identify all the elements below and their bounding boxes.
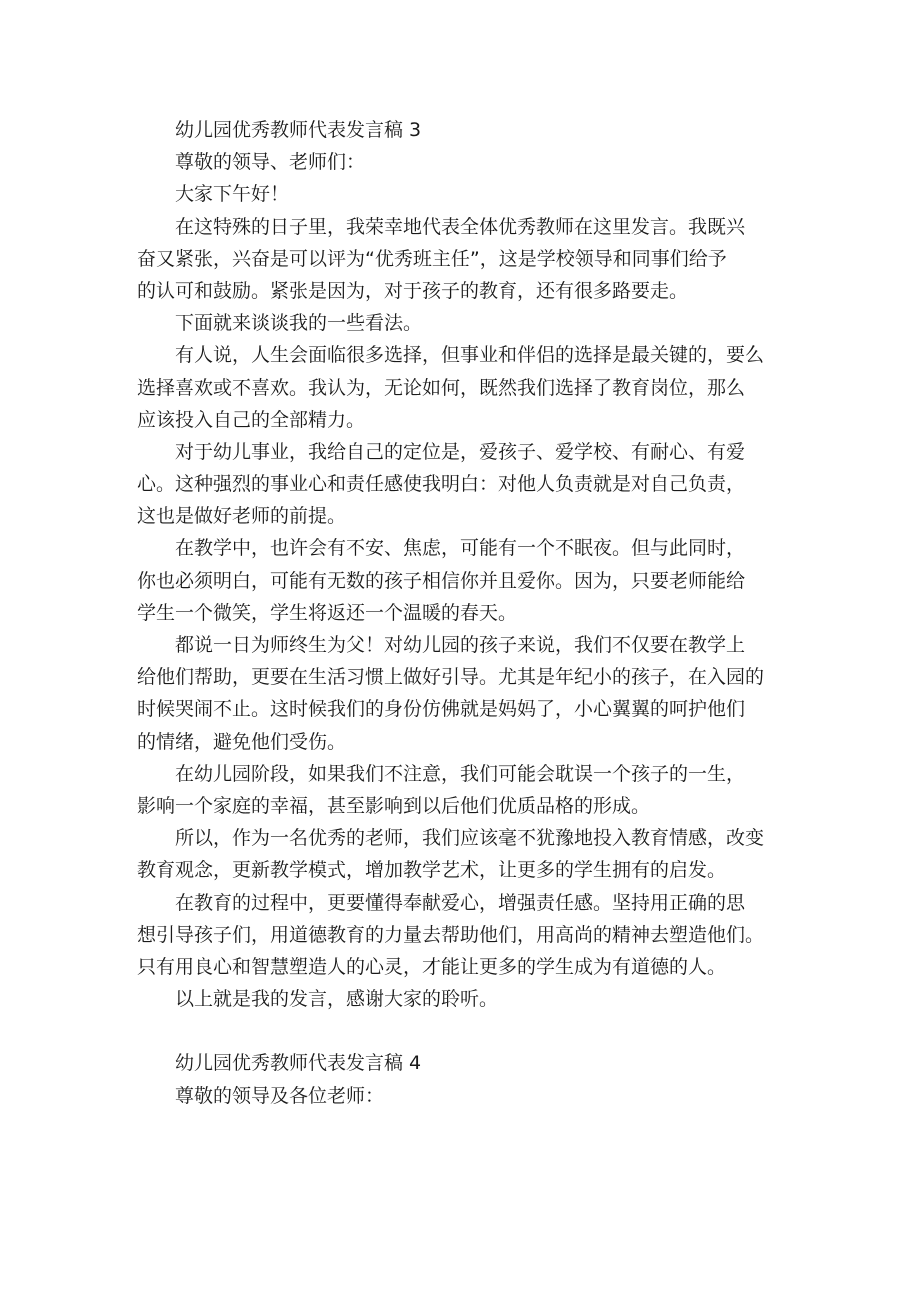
paragraph <box>137 822 792 886</box>
paragraph-line: 想引导孩子们，用道德教育的力量去帮助他们，用高尚的精神去塑造他们。 <box>137 923 765 946</box>
paragraph <box>137 887 792 984</box>
greeting: 大家下午好！ <box>175 183 290 206</box>
paragraph-line: 所以，作为一名优秀的老师，我们应该毫不犹豫地投入教育情感，改变 <box>175 827 765 850</box>
section-gap <box>137 1015 792 1047</box>
closing-line: 以上就是我的发言，感谢大家的聆听。 <box>175 988 499 1011</box>
section-3-title: 幼儿园优秀教师代表发言稿 3 <box>175 119 422 141</box>
paragraph <box>137 436 792 533</box>
paragraph-line: 奋又紧张，兴奋是可以评为“优秀班主任”，这是学校领导和同事们给予 <box>137 247 727 270</box>
paragraph-line: 的认可和鼓励。紧张是因为，对于孩子的教育，还有很多路要走。 <box>137 279 689 302</box>
document-body <box>137 114 792 1112</box>
paragraph-line: 这也是做好老师的前提。 <box>137 505 347 528</box>
paragraph-line: 教育观念，更新教学模式，增加教学艺术，让更多的学生拥有的启发。 <box>137 859 727 882</box>
paragraph-line: 在这特殊的日子里，我荣幸地代表全体优秀教师在这里发言。我既兴 <box>175 215 746 238</box>
salutation: 尊敬的领导及各位老师： <box>175 1084 385 1107</box>
paragraph-line: 在教学中，也许会有不安、焦虑，可能有一个不眠夜。但与此同时， <box>175 537 746 560</box>
paragraph-line: 有人说，人生会面临很多选择，但事业和伴侣的选择是最关键的，要么 <box>175 344 765 367</box>
paragraph <box>137 532 792 629</box>
paragraph <box>137 758 792 822</box>
salutation: 尊敬的领导、老师们： <box>175 151 366 174</box>
paragraph <box>137 339 792 436</box>
section-4-title: 幼儿园优秀教师代表发言稿 4 <box>175 1052 422 1075</box>
paragraph-line: 在教育的过程中，更要懂得奉献爱心，增强责任感。坚持用正确的思 <box>175 891 746 914</box>
paragraph-line: 影响一个家庭的幸福，甚至影响到以后他们优质品格的形成。 <box>137 794 651 817</box>
paragraph <box>137 211 792 308</box>
paragraph-line: 的情绪，避免他们受伤。 <box>137 730 347 753</box>
paragraph-line: 对于幼儿事业，我给自己的定位是，爱孩子、爱学校、有耐心、有爱 <box>175 440 746 463</box>
paragraph-line: 选择喜欢或不喜欢。我认为，无论如何，既然我们选择了教育岗位，那么 <box>137 376 746 399</box>
paragraph-line: 应该投入自己的全部精力。 <box>137 408 366 431</box>
paragraph-line: 只有用良心和智慧塑造人的心灵，才能让更多的学生成为有道德的人。 <box>137 955 727 978</box>
paragraph <box>137 983 792 1015</box>
paragraph <box>137 629 792 758</box>
paragraph-line: 你也必须明白，可能有无数的孩子相信你并且爱你。因为，只要老师能给 <box>137 569 746 592</box>
paragraph <box>137 307 792 339</box>
paragraph-line: 心。这种强烈的事业心和责任感使我明白：对他人负责就是对自己负责， <box>137 473 746 496</box>
paragraph-line: 下面就来谈谈我的一些看法。 <box>175 312 423 335</box>
paragraph-line: 时候哭闹不止。这时候我们的身份仿佛就是妈妈了，小心翼翼的呵护他们 <box>137 698 746 721</box>
paragraph-line: 都说一日为师终生为父！对幼儿园的孩子来说，我们不仅要在教学上 <box>175 634 746 656</box>
paragraph-line: 给他们帮助，更要在生活习惯上做好引导。尤其是年纪小的孩子，在入园的 <box>137 666 765 689</box>
paragraph-line: 在幼儿园阶段，如果我们不注意，我们可能会耽误一个孩子的一生， <box>175 762 746 785</box>
paragraph-line: 学生一个微笑，学生将返还一个温暖的春天。 <box>137 601 518 624</box>
